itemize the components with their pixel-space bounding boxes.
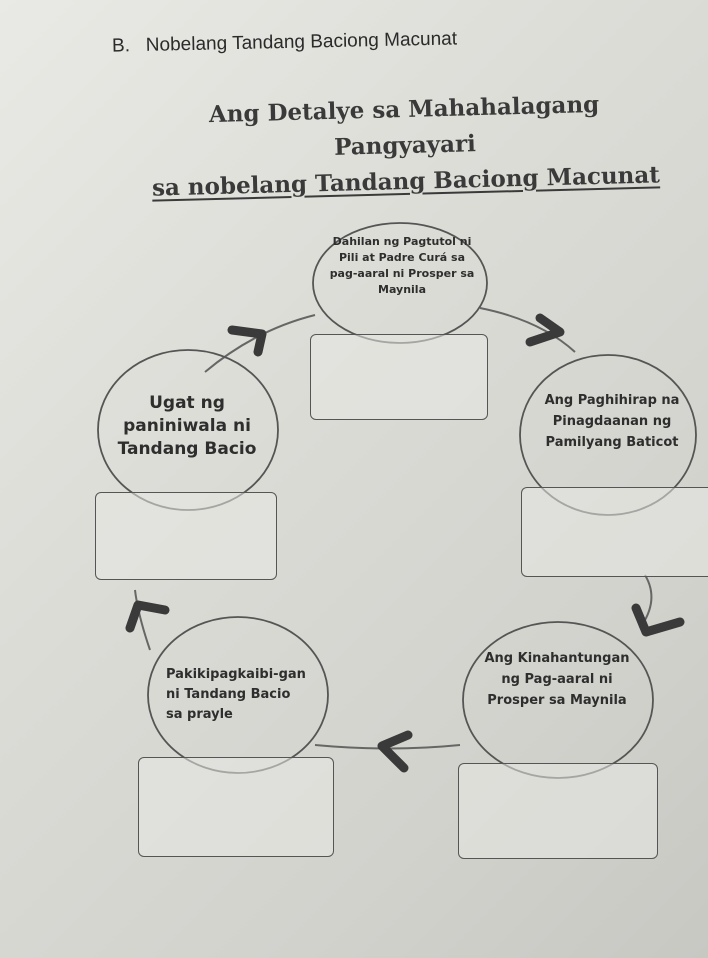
- title-line-2: Pangyayari: [333, 130, 477, 161]
- answer-box-bottom-right[interactable]: [458, 763, 658, 859]
- node-text-right: Ang Paghihirap na Pinagdaanan ng Pamilyang Baticot: [544, 393, 680, 450]
- answer-box-left[interactable]: [95, 492, 277, 580]
- arrow-right: [636, 608, 680, 632]
- arrow-bottom: [382, 735, 408, 768]
- node-text-bottom-left: Pakikipagkaibi-gan ni Tandang Bacio sa prayle: [166, 667, 306, 722]
- node-text-bottom-right: Ang Kinahantungan ng Pag-aaral ni Prosper sa Maynila: [484, 651, 630, 708]
- title-line-1: Ang Detalye sa Mahahalagang: [208, 90, 600, 129]
- answer-box-right[interactable]: [521, 487, 708, 577]
- title-line-3: sa nobelang Tandang Baciong Macunat: [151, 161, 661, 202]
- section-label: B.: [111, 35, 131, 57]
- answer-box-top[interactable]: [310, 334, 488, 420]
- section-title: Nobelang Tandang Baciong Macunat: [145, 28, 458, 56]
- arrow-left: [130, 605, 165, 628]
- node-text-top: Dahilan ng Pagtutol ni Pili at Padre Curá sa pag-aaral ni Prosper sa Maynila: [329, 235, 475, 296]
- answer-box-bottom-left[interactable]: [138, 757, 334, 857]
- node-text-left: Ugat ng paniniwala ni Tandang Bacio: [117, 393, 257, 459]
